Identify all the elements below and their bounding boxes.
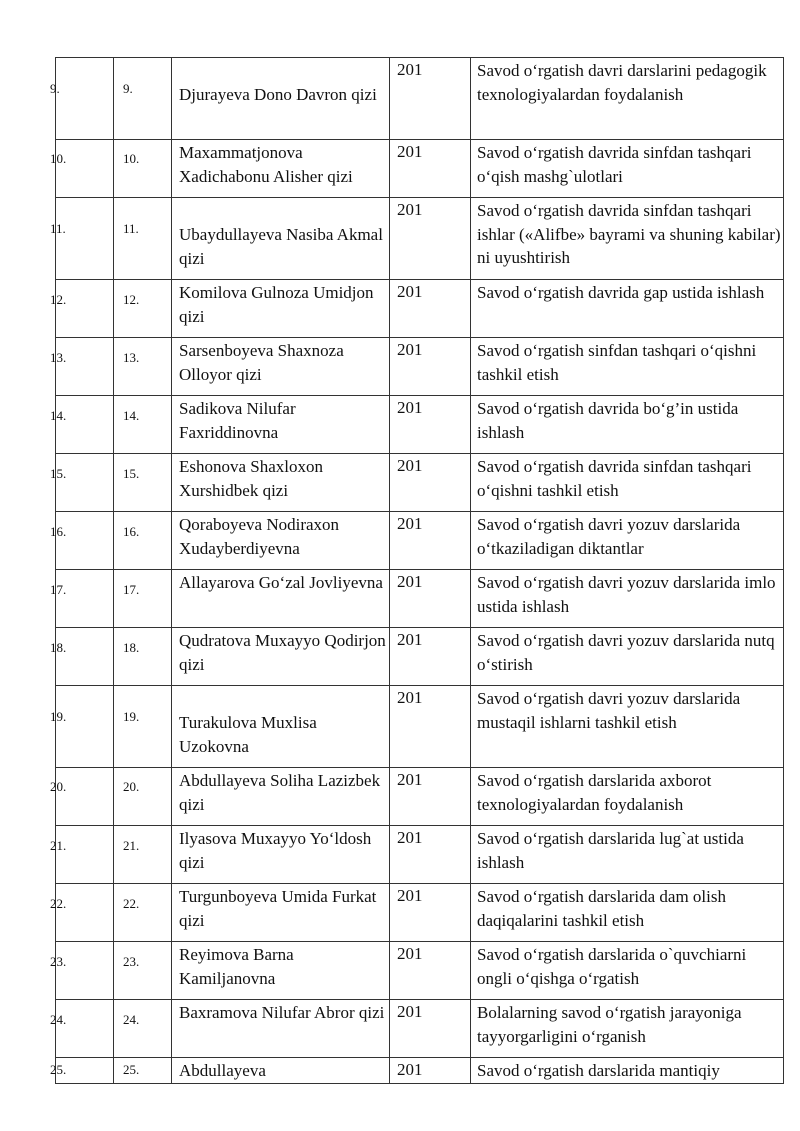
row-number-cell — [50, 58, 114, 140]
group-code-cell — [390, 686, 471, 768]
table-row — [56, 454, 784, 512]
topic-cell — [471, 1000, 784, 1058]
table-row — [56, 1058, 784, 1084]
group-code-cell — [390, 396, 471, 454]
student-name-cell — [172, 628, 390, 686]
topic-text: Savod o‘rgatish davri yozuv darslarida o‘tkaziladigan diktantlar — [477, 515, 741, 558]
student-name: Qoraboyeva Nodiraxon Xudayberdiyevna — [179, 515, 340, 558]
group-code: 201 — [397, 340, 423, 359]
group-code: 201 — [397, 688, 423, 707]
group-code: 201 — [397, 514, 423, 533]
group-code-cell — [390, 140, 471, 198]
student-name: Abdullayeva — [179, 1061, 266, 1080]
student-name: Sarsenboyeva Shaxnoza Olloyor qizi — [179, 341, 344, 384]
row-number: 23. — [50, 954, 67, 969]
row-number: 22. — [50, 896, 67, 911]
topic-text: Savod o‘rgatish darslarida lug`at ustida ishlash — [477, 829, 744, 872]
topic-cell — [471, 628, 784, 686]
row-index-cell — [114, 628, 172, 686]
topic-text: Savod o‘rgatish davri yozuv darslarida mustaqil ishlarni tashkil etish — [477, 689, 741, 732]
student-name: Turgunboyeva Umida Furkat qizi — [179, 887, 377, 930]
student-name: Qudratova Muxayyo Qodirjon qizi — [179, 631, 386, 674]
row-number: 9. — [50, 81, 60, 96]
row-index: 22. — [123, 896, 140, 911]
group-code-cell — [390, 628, 471, 686]
row-index-cell — [114, 338, 172, 396]
row-number-cell — [50, 396, 114, 454]
student-name: Djurayeva Dono Davron qizi — [179, 85, 377, 104]
topic-cell — [471, 454, 784, 512]
row-number: 12. — [50, 292, 67, 307]
row-index: 17. — [123, 582, 140, 597]
topic-cell — [471, 942, 784, 1000]
student-name: Reyimova Barna Kamiljanovna — [179, 945, 294, 988]
row-index-cell — [114, 280, 172, 338]
topic-text: Savod o‘rgatish darslarida dam olish daqiqalarini tashkil etish — [477, 887, 726, 930]
student-name-cell — [172, 512, 390, 570]
row-index-cell — [114, 570, 172, 628]
topic-cell — [471, 198, 784, 280]
table-row — [56, 140, 784, 198]
topic-cell — [471, 140, 784, 198]
student-name-cell — [172, 58, 390, 140]
topic-cell — [471, 338, 784, 396]
student-name: Ubaydullayeva Nasiba Akmal qizi — [179, 225, 383, 268]
row-index-cell — [114, 198, 172, 280]
student-name-cell — [172, 396, 390, 454]
table-row — [56, 768, 784, 826]
row-number: 10. — [50, 151, 67, 166]
row-number-cell — [50, 884, 114, 942]
row-index: 15. — [123, 466, 140, 481]
row-number-cell — [50, 570, 114, 628]
row-index: 9. — [123, 81, 133, 96]
topic-cell — [471, 884, 784, 942]
group-code-cell — [390, 570, 471, 628]
table-row — [56, 280, 784, 338]
row-index: 12. — [123, 292, 140, 307]
row-number-cell — [50, 198, 114, 280]
topic-text: Savod o‘rgatish darslarida o`quvchiarni ongli o‘qishga o‘rgatish — [477, 945, 747, 988]
topic-cell — [471, 280, 784, 338]
topic-text: Savod o‘rgatish darslarida axborot texnologiyalardan foydalanish — [477, 771, 712, 814]
student-name: Abdullayeva Soliha Lazizbek qizi — [179, 771, 381, 814]
student-name-cell — [172, 826, 390, 884]
table-row — [56, 198, 784, 280]
topic-cell — [471, 768, 784, 826]
group-code: 201 — [397, 1060, 423, 1079]
topic-cell — [471, 570, 784, 628]
row-number: 15. — [50, 466, 67, 481]
row-index: 19. — [123, 709, 140, 724]
row-index-cell — [114, 768, 172, 826]
row-index-cell — [114, 884, 172, 942]
row-number: 14. — [50, 408, 67, 423]
topic-text: Savod o‘rgatish sinfdan tashqari o‘qishni tashkil etish — [477, 341, 757, 384]
topic-text: Savod o‘rgatish davri darslarini pedagogik texnologiyalardan foydalanish — [477, 61, 767, 104]
group-code: 201 — [397, 828, 423, 847]
group-code-cell — [390, 338, 471, 396]
row-index-cell — [114, 686, 172, 768]
row-number: 25. — [50, 1062, 67, 1077]
table-row — [56, 570, 784, 628]
group-code: 201 — [397, 1002, 423, 1021]
row-index: 25. — [123, 1062, 140, 1077]
table-row — [56, 396, 784, 454]
table-row — [56, 826, 784, 884]
table-row — [56, 512, 784, 570]
row-index: 21. — [123, 838, 140, 853]
topic-text: Savod o‘rgatish davrida sinfdan tashqari o‘qishni tashkil etish — [477, 457, 752, 500]
row-index-cell — [114, 826, 172, 884]
table-row — [56, 884, 784, 942]
row-index-cell — [114, 396, 172, 454]
row-index-cell — [114, 1058, 172, 1084]
table-row — [56, 338, 784, 396]
row-number-cell — [50, 768, 114, 826]
row-index-cell — [114, 58, 172, 140]
student-name-cell — [172, 570, 390, 628]
row-number: 19. — [50, 709, 67, 724]
group-code-cell — [390, 512, 471, 570]
student-name-cell — [172, 768, 390, 826]
student-name-cell — [172, 1000, 390, 1058]
row-number-cell — [50, 1058, 114, 1084]
topic-text: Savod o‘rgatish davrida sinfdan tashqari o‘qish mashg`ulotlari — [477, 143, 752, 186]
student-name-cell — [172, 942, 390, 1000]
row-number-cell — [50, 1000, 114, 1058]
topic-cell — [471, 58, 784, 140]
group-code: 201 — [397, 572, 423, 591]
row-index: 11. — [123, 221, 139, 236]
table-row — [56, 942, 784, 1000]
row-number: 16. — [50, 524, 67, 539]
topic-text: Savod o‘rgatish davri yozuv darslarida imlo ustida ishlash — [477, 573, 776, 616]
row-number-cell — [50, 686, 114, 768]
group-code: 201 — [397, 282, 423, 301]
student-name-cell — [172, 454, 390, 512]
group-code-cell — [390, 942, 471, 1000]
row-index: 24. — [123, 1012, 140, 1027]
student-name: Sadikova Nilufar Faxriddinovna — [179, 399, 296, 442]
row-index: 20. — [123, 779, 140, 794]
table-row — [56, 628, 784, 686]
row-index: 18. — [123, 640, 140, 655]
student-name-cell — [172, 1058, 390, 1084]
topic-text: Savod o‘rgatish davrida sinfdan tashqari ishlar («Alifbe» bayrami va shuning kabilar) ni uyushtirish — [477, 201, 781, 267]
student-name: Maxammatjonova Xadichabonu Alisher qizi — [179, 143, 353, 186]
group-code-cell — [390, 1000, 471, 1058]
row-index-cell — [114, 512, 172, 570]
group-code: 201 — [397, 770, 423, 789]
row-number-cell — [50, 512, 114, 570]
topic-text: Bolalarning savod o‘rgatish jarayoniga tayyorgarligini o‘rganish — [477, 1003, 742, 1046]
student-name: Allayarova Go‘zal Jovliyevna — [179, 573, 383, 592]
row-number: 21. — [50, 838, 67, 853]
student-topic-table — [50, 57, 784, 1084]
row-index: 13. — [123, 350, 140, 365]
student-name: Eshonova Shaxloxon Xurshidbek qizi — [179, 457, 324, 500]
row-number: 13. — [50, 350, 67, 365]
table-body — [50, 58, 784, 1084]
student-name: Turakulova Muxlisa Uzokovna — [179, 713, 317, 756]
row-index-cell — [114, 140, 172, 198]
group-code-cell — [390, 1058, 471, 1084]
row-number-cell — [50, 628, 114, 686]
group-code-cell — [390, 826, 471, 884]
topic-text: Savod o‘rgatish davri yozuv darslarida nutq o‘stirish — [477, 631, 775, 674]
group-code: 201 — [397, 398, 423, 417]
row-number-cell — [50, 454, 114, 512]
table-row — [56, 686, 784, 768]
topic-cell — [471, 686, 784, 768]
group-code-cell — [390, 280, 471, 338]
row-number: 17. — [50, 582, 67, 597]
group-code: 201 — [397, 630, 423, 649]
topic-text: Savod o‘rgatish davrida gap ustida ishlash — [477, 283, 765, 302]
row-number-cell — [50, 140, 114, 198]
student-name-cell — [172, 280, 390, 338]
row-number-cell — [50, 826, 114, 884]
row-index-cell — [114, 942, 172, 1000]
topic-cell — [471, 396, 784, 454]
student-name-cell — [172, 140, 390, 198]
group-code: 201 — [397, 456, 423, 475]
topic-cell — [471, 1058, 784, 1084]
group-code-cell — [390, 58, 471, 140]
group-code-cell — [390, 454, 471, 512]
group-code: 201 — [397, 944, 423, 963]
row-number-cell — [50, 942, 114, 1000]
student-name: Ilyasova Muxayyo Yo‘ldosh qizi — [179, 829, 372, 872]
table-row — [56, 1000, 784, 1058]
row-number-cell — [50, 280, 114, 338]
row-index-cell — [114, 1000, 172, 1058]
table-row — [56, 58, 784, 140]
student-name-cell — [172, 884, 390, 942]
row-number: 11. — [50, 221, 66, 236]
group-code: 201 — [397, 142, 423, 161]
group-code: 201 — [397, 60, 423, 79]
topic-text: Savod o‘rgatish darslarida mantiqiy — [477, 1061, 720, 1080]
topic-text: Savod o‘rgatish davrida bo‘g’in ustida ishlash — [477, 399, 739, 442]
student-name: Baxramova Nilufar Abror qizi — [179, 1003, 385, 1022]
topic-cell — [471, 512, 784, 570]
group-code-cell — [390, 884, 471, 942]
row-index: 14. — [123, 408, 140, 423]
topic-cell — [471, 826, 784, 884]
student-name: Komilova Gulnoza Umidjon qizi — [179, 283, 374, 326]
row-number: 24. — [50, 1012, 67, 1027]
student-name-cell — [172, 686, 390, 768]
student-name-cell — [172, 198, 390, 280]
row-index-cell — [114, 454, 172, 512]
group-code: 201 — [397, 886, 423, 905]
group-code: 201 — [397, 200, 423, 219]
row-number: 18. — [50, 640, 67, 655]
group-code-cell — [390, 198, 471, 280]
row-number: 20. — [50, 779, 67, 794]
row-index: 10. — [123, 151, 140, 166]
row-index: 16. — [123, 524, 140, 539]
group-code-cell — [390, 768, 471, 826]
row-number-cell — [50, 338, 114, 396]
row-index: 23. — [123, 954, 140, 969]
student-name-cell — [172, 338, 390, 396]
